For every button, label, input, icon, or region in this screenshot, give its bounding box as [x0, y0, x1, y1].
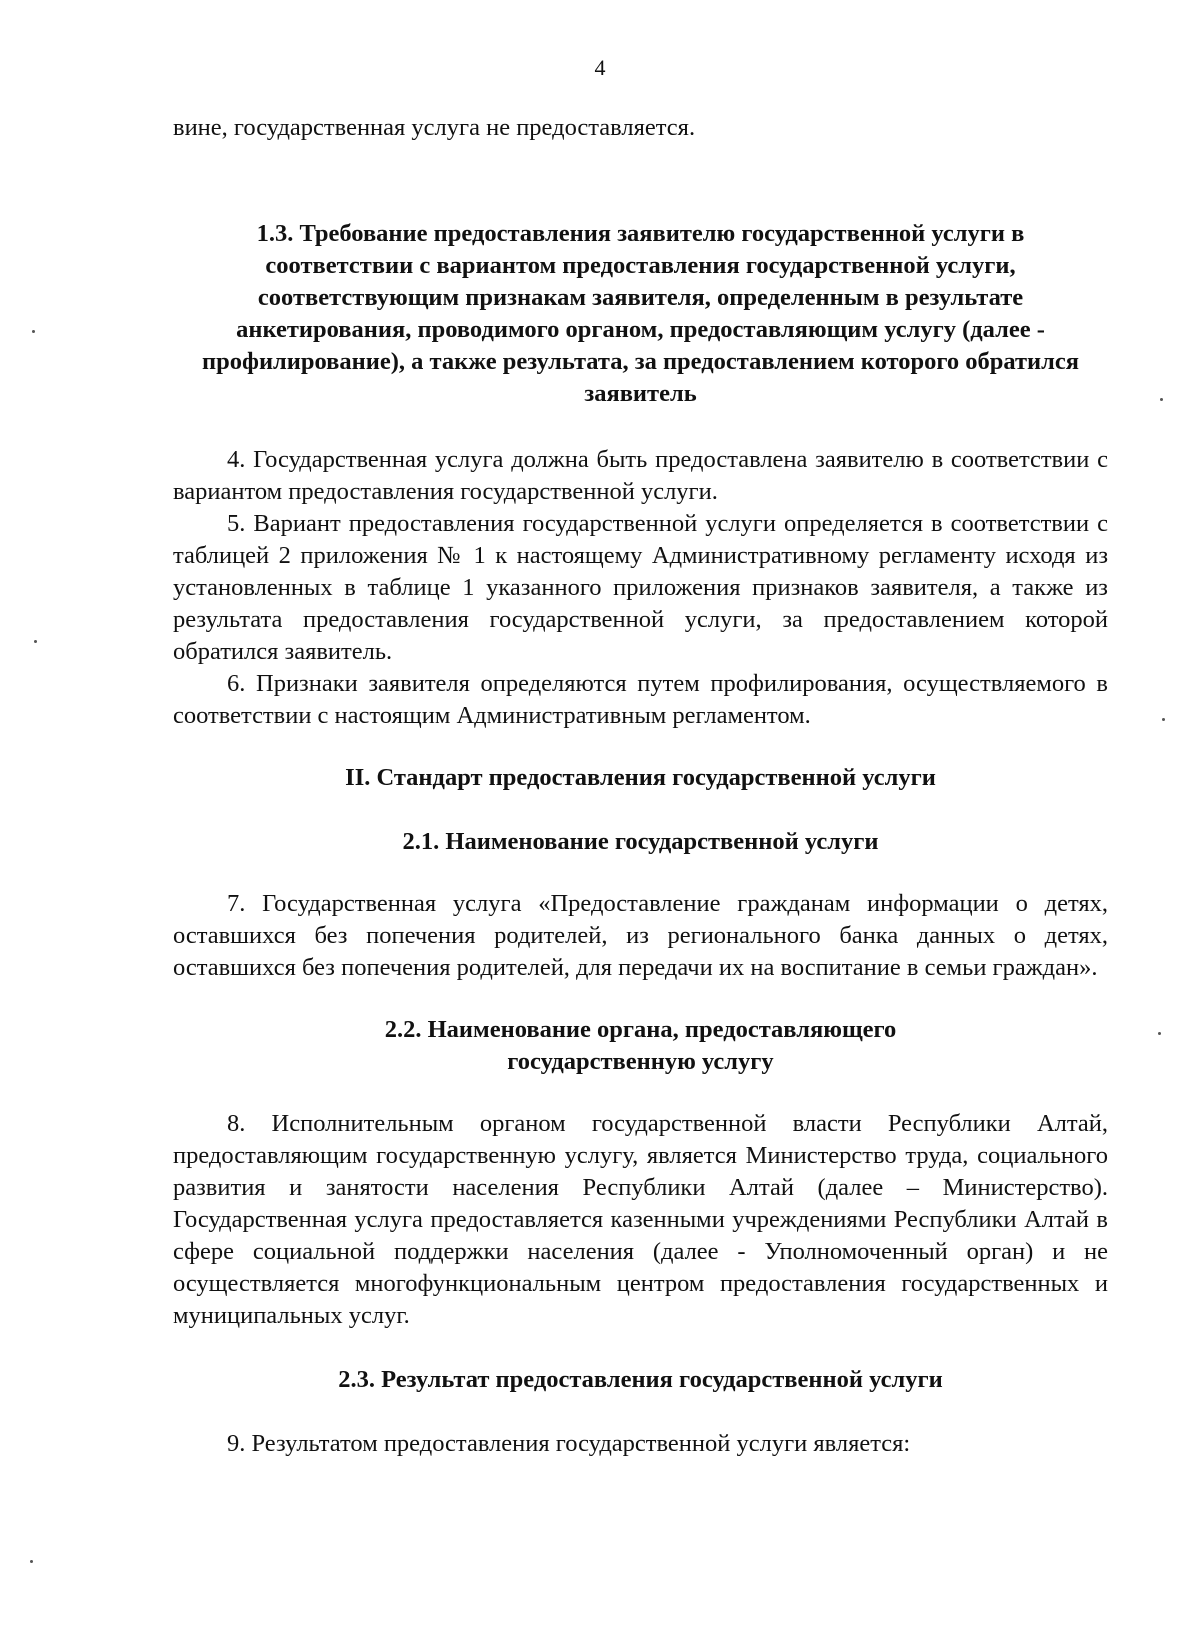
- heading-2-2-line1: 2.2. Наименование органа, предоставляющего: [384, 1016, 897, 1043]
- paragraph-6: 6. Признаки заявителя определяются путем профилирования, осуществляемого в соответствии с настоящим Административным регламентом.: [173, 670, 1108, 729]
- page-number: 4: [594, 55, 606, 80]
- paragraph-9: 9. Результатом предоставления государственной услуги является:: [227, 1430, 911, 1457]
- heading-2-2-line2: государственную услугу: [507, 1048, 774, 1075]
- heading-2-3: 2.3. Результат предоставления государственной услуги: [338, 1366, 943, 1393]
- paragraph-4: 4. Государственная услуга должна быть предоставлена заявителю в соответствии с вариантом предоставления государственной услуги.: [173, 446, 1108, 505]
- heading-1-3: 1.3. Требование предоставления заявителю государственной услуги в соответствии с вариантом предоставления государственной услуги, соответствующим признакам заявителя, определенным в результате анкетирования, проводимого органом, предоставляющим услугу (далее - профилирование), а также результата, за предоставлением которого обратился заявитель: [202, 220, 1079, 407]
- scan-artifact-dot: [1158, 1032, 1161, 1035]
- scan-artifact-dot: [1160, 398, 1163, 401]
- paragraph-intro: вине, государственная услуга не предоставляется.: [173, 114, 696, 141]
- paragraph-8: 8. Исполнительным органом государственной власти Республики Алтай, предоставляющим государственную услугу, является Министерство труда, социального развития и занятости населения Республики Алтай (далее – Министерство). Государственная услуга предоставляется казенными учреждениями Республики Алтай в сфере социальной поддержки населения (далее - Уполномоченный орган) и не осуществляется многофункциональным центром предоставления государственных и муниципальных услуг.: [173, 1110, 1108, 1329]
- heading-section-II: II. Стандарт предоставления государственной услуги: [345, 764, 936, 791]
- scan-artifact-dot: [30, 1560, 33, 1563]
- paragraph-5: 5. Вариант предоставления государственной услуги определяется в соответствии с таблицей 2 приложения № 1 к настоящему Административному регламенту исходя из установленных в таблице 1 указанного приложения признаков заявителя, а также из результата предоставления государственной услуги, за предоставлением которой обратился заявитель.: [173, 510, 1108, 665]
- scan-artifact-dot: [32, 330, 35, 333]
- scan-artifact-dot: [34, 640, 37, 643]
- paragraph-7: 7. Государственная услуга «Предоставление гражданам информации о детях, оставшихся без попечения родителей, из регионального банка данных о детях, оставшихся без попечения родителей, для передачи их на воспитание в семьи граждан».: [173, 890, 1108, 981]
- document-body: [173, 112, 1108, 1460]
- heading-2-1: 2.1. Наименование государственной услуги: [402, 828, 879, 855]
- scan-artifact-dot: [1162, 718, 1165, 721]
